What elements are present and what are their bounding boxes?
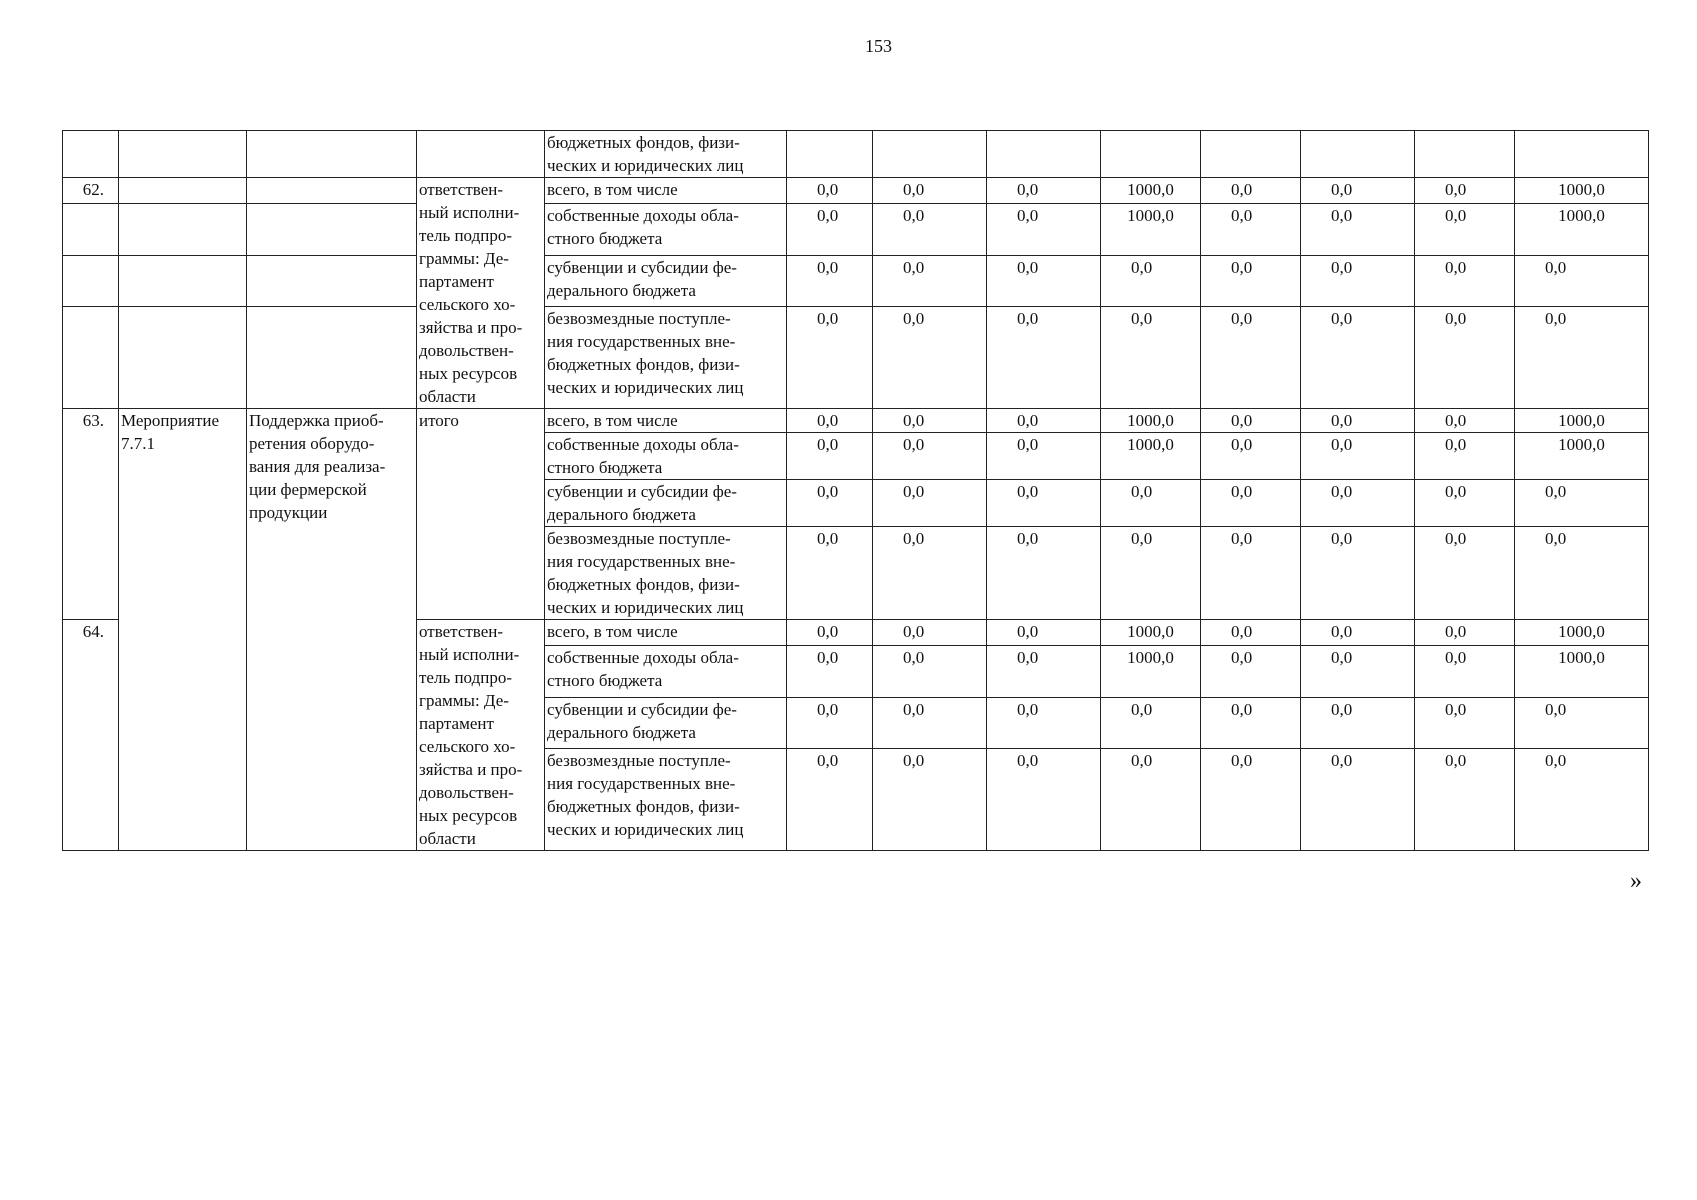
- table-row: [63, 409, 1649, 433]
- row-number: 62.: [63, 178, 119, 204]
- value-cell: 0,0: [1415, 646, 1515, 697]
- value-cell: 0,0: [873, 178, 987, 204]
- value-cell: 1000,0: [1515, 620, 1649, 646]
- value-cell: 0,0: [1301, 307, 1415, 409]
- value-cell: 0,0: [1415, 178, 1515, 204]
- value-cell: 1000,0: [1101, 409, 1201, 433]
- page-number: 153: [865, 36, 892, 56]
- empty-cell: [119, 178, 247, 204]
- value-cell: 0,0: [1101, 749, 1201, 851]
- funding-source-line: безвозмездные поступле-: [547, 309, 731, 329]
- funding-source-cell: [545, 307, 787, 409]
- value-cell: 0,0: [1301, 620, 1415, 646]
- value-cell: 0,0: [1201, 204, 1301, 255]
- value-cell: 0,0: [987, 697, 1101, 748]
- value-cell: 0,0: [1101, 307, 1201, 409]
- value-cell: 0,0: [1301, 480, 1415, 527]
- activity-description: [247, 409, 417, 851]
- table-row: [63, 204, 1649, 255]
- executor-line: сельского хо-: [419, 737, 516, 756]
- value-cell: 1000,0: [1515, 433, 1649, 480]
- executor-line: итого: [419, 411, 459, 430]
- value-cell: 1000,0: [1101, 620, 1201, 646]
- funding-source-line: всего, в том числе: [547, 411, 678, 430]
- funding-source-line: ния государственных вне-: [547, 332, 736, 352]
- value-cell: 0,0: [873, 433, 987, 480]
- funding-source-cell: [545, 255, 787, 306]
- value-cell: 1000,0: [1515, 646, 1649, 697]
- executor-line: ответствен-: [419, 622, 504, 641]
- executor-line: ных ресурсов: [419, 364, 518, 383]
- value-cell: 0,0: [1301, 178, 1415, 204]
- value-cell: 0,0: [873, 409, 987, 433]
- funding-source-line: ния государственных вне-: [547, 774, 736, 794]
- executor-line: области: [419, 829, 476, 848]
- value-cell: 0,0: [987, 255, 1101, 306]
- value-cell: 0,0: [987, 409, 1101, 433]
- value-cell: 0,0: [987, 646, 1101, 697]
- funding-source-line: ния государственных вне-: [547, 552, 736, 571]
- funding-source-line: субвенции и субсидии фе-: [547, 482, 737, 501]
- empty-cell: [247, 131, 417, 178]
- value-cell: 0,0: [1201, 480, 1301, 527]
- value-cell: 0,0: [1201, 409, 1301, 433]
- empty-value-cell: [1415, 131, 1515, 178]
- executor-line: партамент: [419, 272, 494, 291]
- empty-value-cell: [1515, 131, 1649, 178]
- value-cell: 0,0: [987, 307, 1101, 409]
- value-cell: 0,0: [787, 749, 873, 851]
- funding-source-line: ческих и юридических лиц: [547, 378, 744, 398]
- funding-source-line: стного бюджета: [547, 229, 663, 249]
- table-row: [63, 255, 1649, 306]
- value-cell: 0,0: [1301, 749, 1415, 851]
- value-cell: 0,0: [1301, 204, 1415, 255]
- table-row: [63, 307, 1649, 409]
- value-cell: 0,0: [1201, 178, 1301, 204]
- executor-line: довольствен-: [419, 783, 514, 802]
- executor-line: зяйства и про-: [419, 760, 523, 779]
- funding-source-line: бюджетных фондов, физи-: [547, 133, 740, 152]
- empty-cell: [63, 307, 119, 409]
- value-cell: 0,0: [1415, 620, 1515, 646]
- executor-cell: [417, 409, 545, 620]
- executor-line: сельского хо-: [419, 295, 516, 314]
- executor-line: довольствен-: [419, 341, 514, 360]
- empty-cell: [417, 131, 545, 178]
- funding-source-line: безвозмездные поступле-: [547, 529, 731, 548]
- value-cell: 0,0: [1515, 255, 1649, 306]
- funding-source-line: всего, в том числе: [547, 622, 678, 641]
- executor-cell: [417, 620, 545, 851]
- funding-source-line: дерального бюджета: [547, 722, 696, 742]
- value-cell: 0,0: [1415, 480, 1515, 527]
- value-cell: 0,0: [787, 697, 873, 748]
- funding-source-cell: [545, 749, 787, 851]
- funding-source-line: бюджетных фондов, физи-: [547, 355, 740, 375]
- executor-line: тель подпро-: [419, 668, 512, 687]
- value-cell: 0,0: [787, 646, 873, 697]
- funding-source-cell: [545, 178, 787, 204]
- empty-value-cell: [787, 131, 873, 178]
- value-cell: 1000,0: [1515, 409, 1649, 433]
- funding-source-cell: [545, 131, 787, 178]
- executor-line: ный исполни-: [419, 203, 520, 222]
- value-cell: 0,0: [873, 697, 987, 748]
- funding-source-line: собственные доходы обла-: [547, 648, 739, 668]
- funding-source-line: всего, в том числе: [547, 180, 678, 199]
- executor-line: ответствен-: [419, 180, 504, 199]
- value-cell: 0,0: [873, 620, 987, 646]
- description-line: Поддержка приоб-: [249, 411, 384, 430]
- value-cell: 0,0: [1201, 620, 1301, 646]
- funding-source-cell: [545, 646, 787, 697]
- funding-source-line: субвенции и субсидии фе-: [547, 699, 737, 719]
- funding-source-line: безвозмездные поступле-: [547, 751, 731, 771]
- empty-cell: [247, 307, 417, 409]
- value-cell: 0,0: [1515, 480, 1649, 527]
- executor-line: области: [419, 387, 476, 406]
- closing-quote-mark: »: [1630, 868, 1642, 894]
- value-cell: 0,0: [787, 527, 873, 620]
- value-cell: 0,0: [787, 433, 873, 480]
- value-cell: 0,0: [1201, 527, 1301, 620]
- value-cell: 0,0: [1201, 307, 1301, 409]
- description-line: ретения оборудо-: [249, 434, 375, 453]
- value-cell: 0,0: [1201, 433, 1301, 480]
- funding-source-cell: [545, 433, 787, 480]
- value-cell: 1000,0: [1101, 178, 1201, 204]
- value-cell: 0,0: [1201, 646, 1301, 697]
- funding-source-line: стного бюджета: [547, 458, 663, 477]
- executor-line: граммы: Де-: [419, 691, 509, 710]
- empty-value-cell: [873, 131, 987, 178]
- value-cell: 0,0: [1415, 307, 1515, 409]
- empty-cell: [63, 255, 119, 306]
- funding-source-line: бюджетных фондов, физи-: [547, 575, 740, 594]
- funding-source-line: собственные доходы обла-: [547, 206, 739, 226]
- value-cell: 0,0: [1301, 697, 1415, 748]
- empty-cell: [63, 131, 119, 178]
- empty-cell: [119, 255, 247, 306]
- executor-line: партамент: [419, 714, 494, 733]
- value-cell: 0,0: [873, 480, 987, 527]
- executor-line: зяйства и про-: [419, 318, 523, 337]
- value-cell: 0,0: [1201, 749, 1301, 851]
- value-cell: 0,0: [1515, 527, 1649, 620]
- value-cell: 0,0: [873, 204, 987, 255]
- empty-cell: [247, 255, 417, 306]
- funding-source-line: дерального бюджета: [547, 505, 696, 524]
- value-cell: 1000,0: [1515, 204, 1649, 255]
- value-cell: 0,0: [1415, 749, 1515, 851]
- value-cell: 0,0: [1301, 255, 1415, 306]
- executor-line: ный исполни-: [419, 645, 520, 664]
- description-line: вания для реализа-: [249, 457, 386, 476]
- executor-line: тель подпро-: [419, 226, 512, 245]
- value-cell: 0,0: [1515, 307, 1649, 409]
- value-cell: 0,0: [1101, 527, 1201, 620]
- funding-source-line: ческих и юридических лиц: [547, 156, 744, 175]
- empty-cell: [247, 204, 417, 255]
- value-cell: 0,0: [987, 620, 1101, 646]
- value-cell: 0,0: [873, 646, 987, 697]
- funding-source-cell: [545, 620, 787, 646]
- funding-source-line: ческих и юридических лиц: [547, 820, 744, 840]
- value-cell: 0,0: [987, 204, 1101, 255]
- empty-value-cell: [987, 131, 1101, 178]
- value-cell: 0,0: [1515, 697, 1649, 748]
- activity-name: [119, 409, 247, 851]
- value-cell: 0,0: [787, 204, 873, 255]
- executor-cell: [417, 178, 545, 409]
- value-cell: 0,0: [1415, 433, 1515, 480]
- value-cell: 0,0: [787, 307, 873, 409]
- value-cell: 0,0: [873, 307, 987, 409]
- funding-source-line: ческих и юридических лиц: [547, 598, 744, 617]
- value-cell: 0,0: [1415, 697, 1515, 748]
- empty-cell: [119, 204, 247, 255]
- table-row: [63, 178, 1649, 204]
- value-cell: 0,0: [1301, 433, 1415, 480]
- value-cell: 0,0: [1415, 409, 1515, 433]
- description-line: ции фермерской: [249, 480, 367, 499]
- value-cell: 0,0: [1101, 255, 1201, 306]
- value-cell: 0,0: [987, 749, 1101, 851]
- value-cell: 1000,0: [1101, 646, 1201, 697]
- empty-cell: [119, 131, 247, 178]
- value-cell: 0,0: [787, 178, 873, 204]
- value-cell: 0,0: [1101, 697, 1201, 748]
- funding-source-cell: [545, 204, 787, 255]
- value-cell: 0,0: [873, 255, 987, 306]
- value-cell: 0,0: [1301, 646, 1415, 697]
- empty-cell: [119, 307, 247, 409]
- value-cell: 0,0: [1515, 749, 1649, 851]
- funding-source-cell: [545, 480, 787, 527]
- value-cell: 0,0: [987, 433, 1101, 480]
- activity-line: Мероприятие: [121, 411, 220, 430]
- value-cell: 0,0: [787, 480, 873, 527]
- funding-source-line: бюджетных фондов, физи-: [547, 797, 740, 817]
- executor-line: ных ресурсов: [419, 806, 518, 825]
- value-cell: 0,0: [787, 409, 873, 433]
- value-cell: 0,0: [1415, 204, 1515, 255]
- row-number: 63.: [63, 409, 119, 620]
- value-cell: 0,0: [1301, 409, 1415, 433]
- value-cell: 0,0: [987, 480, 1101, 527]
- funding-source-line: стного бюджета: [547, 671, 663, 691]
- value-cell: 0,0: [873, 527, 987, 620]
- value-cell: 0,0: [987, 178, 1101, 204]
- value-cell: 0,0: [1201, 255, 1301, 306]
- funding-source-line: субвенции и субсидии фе-: [547, 257, 737, 277]
- value-cell: 1000,0: [1515, 178, 1649, 204]
- executor-line: граммы: Де-: [419, 249, 509, 268]
- value-cell: 0,0: [1301, 527, 1415, 620]
- row-number: 64.: [63, 620, 119, 851]
- value-cell: 0,0: [787, 620, 873, 646]
- value-cell: 0,0: [787, 255, 873, 306]
- description-line: продукции: [249, 503, 328, 522]
- budget-table: [62, 130, 1649, 851]
- empty-value-cell: [1301, 131, 1415, 178]
- value-cell: 0,0: [1415, 255, 1515, 306]
- empty-value-cell: [1201, 131, 1301, 178]
- value-cell: 0,0: [987, 527, 1101, 620]
- funding-source-cell: [545, 527, 787, 620]
- value-cell: 0,0: [873, 749, 987, 851]
- value-cell: 0,0: [1415, 527, 1515, 620]
- empty-cell: [63, 204, 119, 255]
- funding-source-line: дерального бюджета: [547, 280, 696, 300]
- value-cell: 0,0: [1201, 697, 1301, 748]
- activity-line: 7.7.1: [121, 434, 155, 453]
- funding-source-cell: [545, 697, 787, 748]
- value-cell: 1000,0: [1101, 204, 1201, 255]
- funding-source-line: собственные доходы обла-: [547, 435, 739, 454]
- value-cell: 0,0: [1101, 480, 1201, 527]
- table-row: [63, 131, 1649, 178]
- funding-source-cell: [545, 409, 787, 433]
- empty-cell: [247, 178, 417, 204]
- value-cell: 1000,0: [1101, 433, 1201, 480]
- empty-value-cell: [1101, 131, 1201, 178]
